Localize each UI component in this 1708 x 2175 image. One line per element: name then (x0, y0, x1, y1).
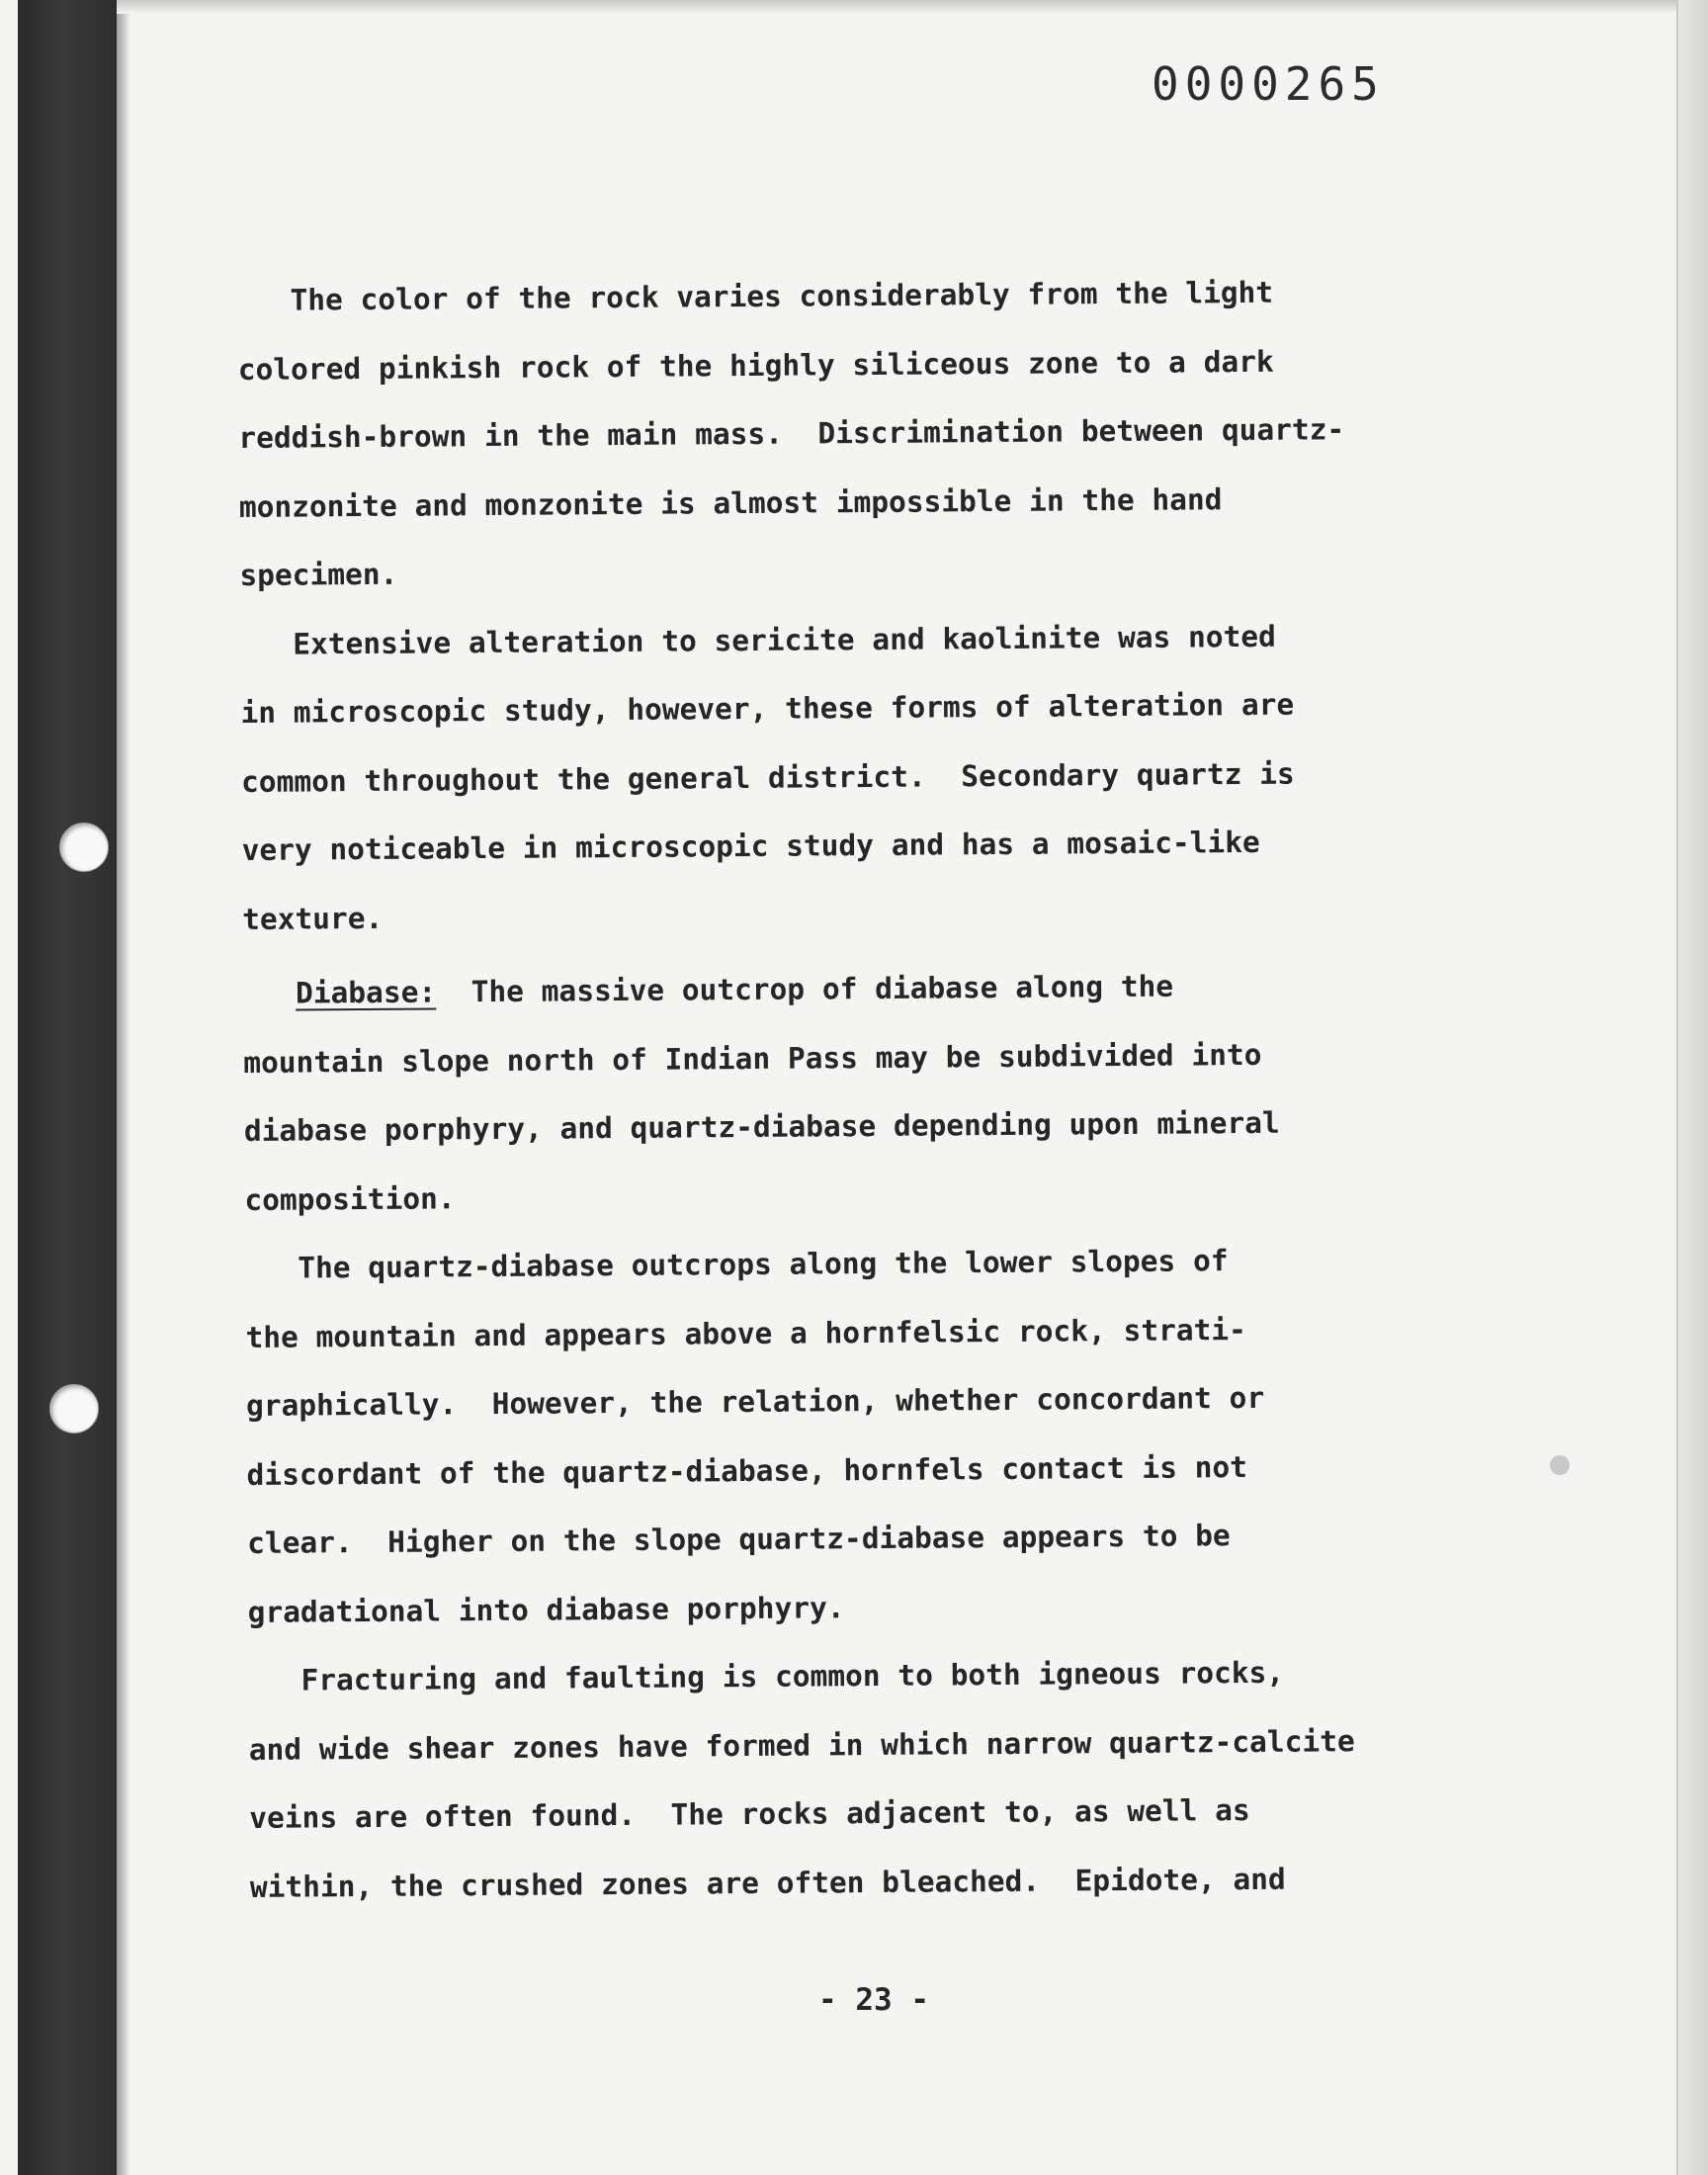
paragraph-quartz-diabase (245, 1225, 1553, 1647)
binding-strip (18, 0, 117, 2175)
text-line: the mountain and appears above a hornfelsic rock, strati- (245, 1312, 1246, 1354)
text-line: monzonite and monzonite is almost impossible in the hand (238, 481, 1223, 524)
right-paper-edge (1676, 0, 1708, 2175)
text-line: discordant of the quartz-diabase, hornfels contact is not (246, 1449, 1248, 1492)
paper-shadow (117, 0, 130, 2175)
text-line: Extensive alteration to sericite and kaolinite was noted (239, 619, 1276, 661)
document-number: 0000265 (1152, 57, 1385, 111)
text-run: The massive outcrop of diabase along the (436, 969, 1174, 1009)
punch-hole-lower (49, 1384, 99, 1434)
text-line: The color of the rock varies considerably from the light (237, 275, 1274, 317)
text-line: Fracturing and faulting is common to both igneous rocks, (248, 1655, 1285, 1697)
text-line: diabase porphyry, and quartz-diabase depending upon mineral (243, 1105, 1280, 1148)
text-line: graphically. However, the relation, whether concordant or (245, 1380, 1265, 1423)
section-heading-diabase: Diabase: (295, 975, 437, 1010)
text-line: within, the crushed zones are often bleached. Epidote, and (249, 1862, 1286, 1904)
paragraph-fracturing (248, 1637, 1555, 1922)
text-line: and wide shear zones have formed in which narrow quartz-calcite (248, 1723, 1355, 1767)
text-line: very noticeable in microscopic study and has a mosaic-like (241, 825, 1260, 867)
text-line: gradational into diabase porphyry. (247, 1590, 845, 1629)
body-text (237, 257, 1555, 1922)
paragraph-alteration (240, 600, 1548, 954)
text-line: texture. (242, 901, 384, 936)
text-line (243, 950, 1549, 1029)
paragraph-color-of-rock (237, 257, 1545, 611)
top-edge (117, 0, 1698, 14)
text-line: colored pinkish rock of the highly siliceous zone to a dark (237, 344, 1274, 387)
paragraph-diabase (243, 950, 1550, 1235)
page-number: - 23 - (818, 1982, 929, 2018)
text-line: common throughout the general district. Secondary quartz is (240, 756, 1295, 799)
text-line: composition. (244, 1180, 456, 1217)
text-line: The quartz-diabase outcrops along the lower slopes of (244, 1244, 1229, 1285)
punch-hole-upper (59, 823, 109, 872)
faint-mark (1550, 1455, 1570, 1475)
text-line: specimen. (239, 557, 398, 592)
text-line: reddish-brown in the main mass. Discrimination between quartz- (238, 412, 1345, 455)
text-line: in microscopic study, however, these forms of alteration are (240, 687, 1295, 730)
text-line: clear. Higher on the slope quartz-diabase appears to be (247, 1519, 1231, 1560)
text-line: mountain slope north of Indian Pass may be subdivided into (243, 1037, 1262, 1080)
text-line: veins are often found. The rocks adjacent to, as well as (249, 1793, 1250, 1835)
